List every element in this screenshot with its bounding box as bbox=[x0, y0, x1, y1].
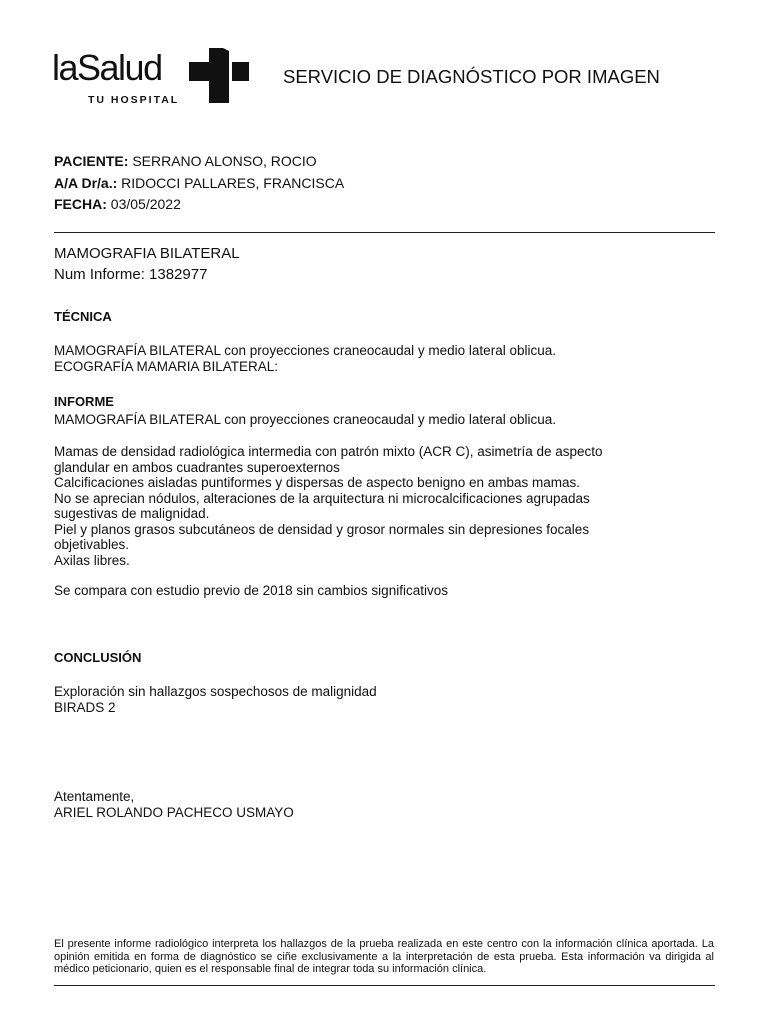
exam-title: MAMOGRAFIA BILATERAL bbox=[54, 245, 240, 262]
informe-intro-line: MAMOGRAFÍA BILATERAL con proyecciones craneocaudal y medio lateral oblicua. bbox=[54, 412, 556, 427]
patient-row bbox=[54, 153, 317, 170]
informe-intro bbox=[54, 412, 694, 428]
conclusion-heading: CONCLUSIÓN bbox=[54, 650, 142, 665]
patient-value: SERRANO ALONSO, ROCIO bbox=[132, 153, 317, 169]
finding-line: Mamas de densidad radiológica intermedia con patrón mixto (ACR C), asimetría de aspecto bbox=[54, 444, 603, 459]
header-divider bbox=[54, 232, 715, 233]
date-row bbox=[54, 196, 181, 213]
conclusion-line: BIRADS 2 bbox=[54, 699, 116, 715]
comparison-line: Se compara con estudio previo de 2018 sin cambios significativos bbox=[54, 583, 448, 598]
finding-line: glandular en ambos cuadrantes superoexternos bbox=[54, 459, 340, 475]
footer-divider bbox=[54, 985, 715, 986]
patient-label: PACIENTE: bbox=[54, 153, 129, 169]
doctor-label: A/A Dr/a.: bbox=[54, 175, 118, 191]
signature-block bbox=[54, 789, 694, 820]
finding-line: objetivables. bbox=[54, 537, 130, 552]
closing-text: Atentamente, bbox=[54, 789, 135, 804]
service-title: SERVICIO DE DIAGNÓSTICO POR IMAGEN bbox=[283, 66, 660, 87]
finding-line: No se aprecian nódulos, alteraciones de la arquitectura ni microcalcificaciones agrupadas bbox=[54, 490, 590, 506]
informe-findings bbox=[54, 444, 694, 568]
finding-line: Piel y planos grasos subcutáneos de densidad y grosor normales sin depresiones focales bbox=[54, 521, 590, 537]
finding-line: sugestivas de malignidad. bbox=[54, 506, 210, 521]
comparison-text bbox=[54, 583, 694, 599]
logo-text: laSalud bbox=[52, 47, 162, 88]
tecnica-line: MAMOGRAFÍA BILATERAL con proyecciones craneocaudal y medio lateral oblicua. bbox=[54, 343, 556, 358]
report-number: Num Informe: 1382977 bbox=[54, 266, 208, 283]
finding-line: Calcificaciones aisladas puntiformes y dispersas de aspecto benigno en ambas mamas. bbox=[54, 475, 581, 490]
logo-subtitle: TU HOSPITAL bbox=[88, 94, 180, 106]
date-label: FECHA: bbox=[54, 196, 107, 212]
radiologist-name: ARIEL ROLANDO PACHECO USMAYO bbox=[54, 804, 294, 820]
hospital-cross-logo-icon bbox=[189, 46, 251, 104]
conclusion-text bbox=[54, 684, 694, 715]
tecnica-heading: TÉCNICA bbox=[54, 309, 112, 324]
conclusion-line: Exploración sin hallazgos sospechosos de malignidad bbox=[54, 684, 377, 699]
tecnica-line: ECOGRAFÍA MAMARIA BILATERAL: bbox=[54, 358, 279, 374]
doctor-value: RIDOCCI PALLARES, FRANCISCA bbox=[121, 175, 345, 191]
doctor-row bbox=[54, 175, 344, 192]
informe-heading: INFORME bbox=[54, 394, 114, 409]
tecnica-text bbox=[54, 343, 694, 374]
footer-disclaimer: El presente informe radiológico interpreta los hallazgos de la prueba realizada en este centro con la información clínica aportada. La opinión emitida en forma de diagnóstico se ciñe exclusivamente a la interpretación de esta prueba. Esta información va dirigida al médico peticionario, quien es el responsable final de integrar toda su información clínica. bbox=[54, 938, 714, 975]
date-value: 03/05/2022 bbox=[110, 196, 181, 212]
finding-line: Axilas libres. bbox=[54, 552, 130, 568]
